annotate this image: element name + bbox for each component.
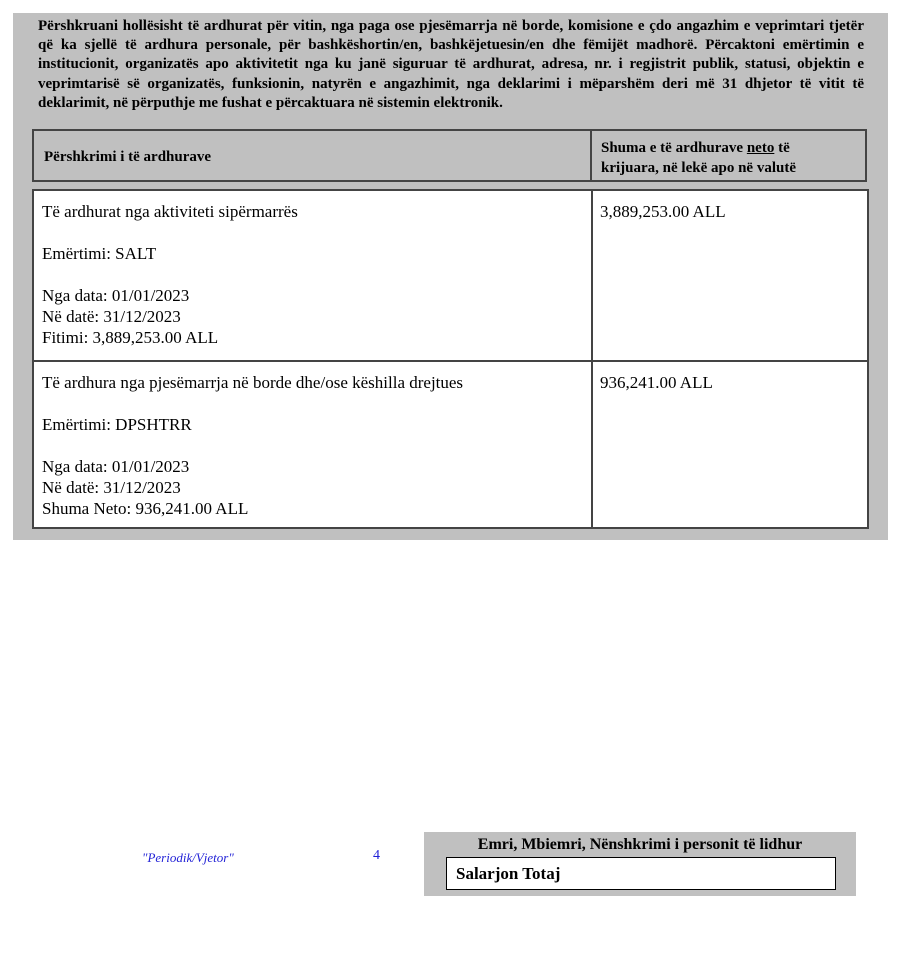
income-table-header <box>32 129 867 182</box>
header-amount-prefix: Shuma e të ardhurave <box>601 140 747 156</box>
income-type: Të ardhura nga pjesëmarrja në borde dhe/ose këshilla drejtues <box>42 373 464 392</box>
income-amount: 3,889,253.00 ALL <box>600 202 726 221</box>
table-row <box>34 362 867 529</box>
income-section-panel <box>13 13 888 540</box>
header-description: Përshkrimi i të ardhurave <box>44 149 212 165</box>
table-row <box>34 191 867 362</box>
income-to-date: Në datë: 31/12/2023 <box>42 307 181 326</box>
signature-title: Emri, Mbiemri, Nënshkrimi i personit të lidhur <box>477 836 803 853</box>
header-amount-suffix: të krijuara, në lekë apo në valutë <box>601 140 796 176</box>
income-from-date: Nga data: 01/01/2023 <box>42 457 190 476</box>
section-instructions: Përshkruani hollësisht të ardhurat për vitin, nga paga ose pjesëmarrja në borde, komisione e çdo angazhim e veprimtari tjetër që ka sjellë të ardhura personale, për bashkëshortin/en, bashkëjetuesin/en dhe fëmijët madhorë. Përcaktoni emërtimin e institucionit, organizatës apo aktivitetit nga ku janë siguruar të ardhurat, adresa, nr. i regjistrit publik, statusi, objektin e veprimtarisë së organizatës, funksionin, natyrën e angazhimit, nga deklarimi i mëparshëm deri më 31 dhjetor të vitit të deklarimit, në përputhje me fushat e përcaktuara në sistemin elektronik. <box>38 18 864 111</box>
signature-name-field[interactable] <box>446 857 836 890</box>
footer-period-label: "Periodik/Vjetor" <box>142 850 234 865</box>
page-number: 4 <box>373 848 380 863</box>
income-type: Të ardhurat nga aktiviteti sipërmarrës <box>42 202 298 221</box>
income-to-date: Në datë: 31/12/2023 <box>42 478 181 497</box>
income-description-cell <box>42 201 572 348</box>
income-name: Emërtimi: SALT <box>42 244 157 263</box>
income-amount: 936,241.00 ALL <box>600 373 713 392</box>
income-table-body <box>32 189 869 529</box>
income-description-cell <box>42 372 572 519</box>
header-divider <box>590 131 592 180</box>
header-amount <box>601 138 851 178</box>
income-detail: Shuma Neto: 936,241.00 ALL <box>42 499 249 518</box>
signature-box <box>424 832 856 896</box>
income-name: Emërtimi: DPSHTRR <box>42 415 192 434</box>
header-amount-neto: neto <box>746 140 775 156</box>
signature-name: Salarjon Totaj <box>456 864 561 883</box>
income-detail: Fitimi: 3,889,253.00 ALL <box>42 328 219 347</box>
income-from-date: Nga data: 01/01/2023 <box>42 286 190 305</box>
